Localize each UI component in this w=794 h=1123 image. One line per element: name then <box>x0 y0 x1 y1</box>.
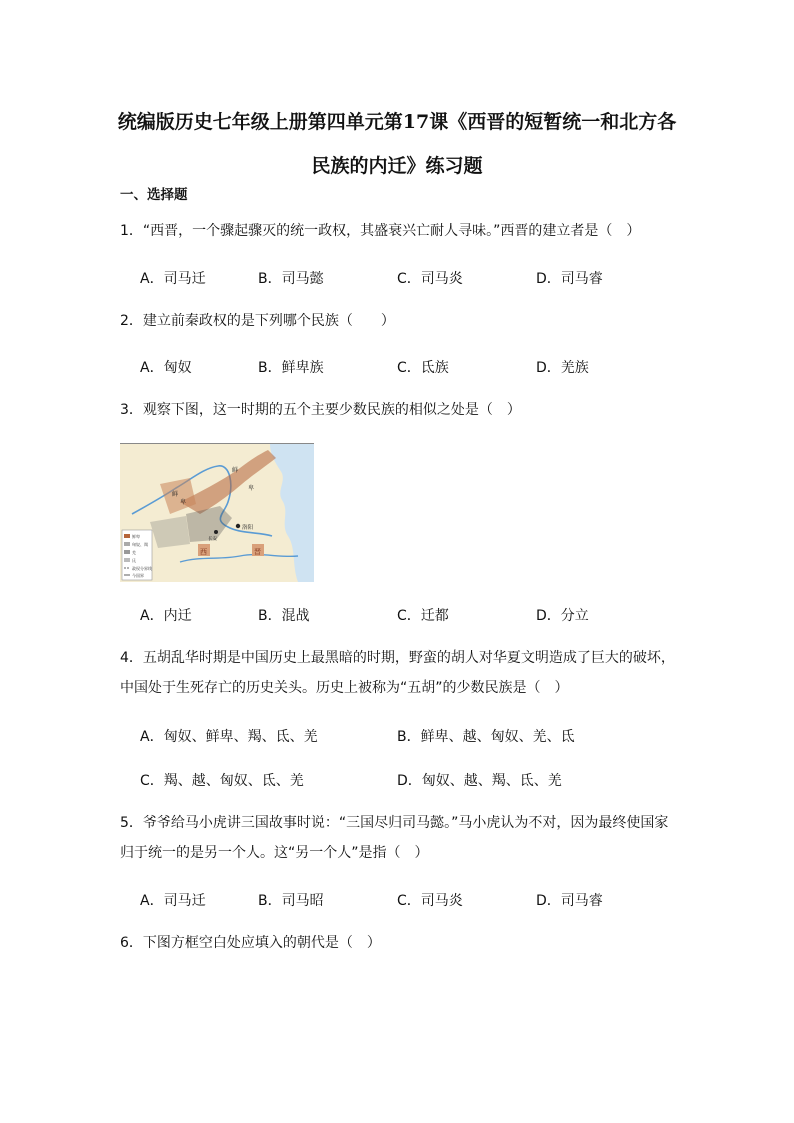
map-label-jin: 晋 <box>254 548 261 556</box>
q2-option-b[interactable]: B．鲜卑族 <box>258 360 324 376</box>
q3-option-d[interactable]: D．分立 <box>536 608 589 624</box>
question-5-options <box>140 890 680 910</box>
question-2: 2．建立前秦政权的是下列哪个民族（ ） <box>120 313 395 329</box>
map-label-xi: 西 <box>200 548 207 556</box>
question-3: 3．观察下图，这一时期的五个主要少数民族的相似之处是（ ） <box>120 402 521 418</box>
worksheet-title <box>110 100 684 188</box>
q2-option-c[interactable]: C．氐族 <box>397 360 449 376</box>
title-line-2: 民族的内迁》练习题 <box>311 155 483 177</box>
q4-option-c[interactable]: C．羯、越、匈奴、氐、羌 <box>140 773 304 789</box>
map-label-luoyang: 洛阳 <box>242 525 254 531</box>
legend-label-xiongnu: 匈奴、羯 <box>132 542 148 547</box>
q5-option-b[interactable]: B．司马昭 <box>258 893 324 909</box>
question-4-options-row-1 <box>140 726 680 746</box>
q3-option-c[interactable]: C．迁都 <box>397 608 449 624</box>
question-3-options <box>140 605 680 625</box>
q5-option-d[interactable]: D．司马睿 <box>536 893 603 909</box>
legend-label-boundary: 政权分界线 <box>132 566 152 571</box>
q4-option-a[interactable]: A．匈奴、鲜卑、羯、氐、羌 <box>140 729 318 745</box>
map-label-bei-left: 卑 <box>180 499 187 506</box>
changan-marker <box>214 530 218 534</box>
section-heading: 一、选择题 <box>120 187 188 203</box>
migration-map <box>120 443 314 582</box>
map-label-xian-left: 鲜 <box>172 491 179 498</box>
map-label-changan: 长安 <box>208 537 217 542</box>
q5-option-a[interactable]: A．司马迁 <box>140 893 206 909</box>
q4-option-d[interactable]: D．匈奴、越、羯、氐、羌 <box>397 773 562 789</box>
luoyang-marker <box>236 524 240 528</box>
question-1-options <box>140 268 680 288</box>
question-1: 1．“西晋，一个骤起骤灭的统一政权，其盛衰兴亡耐人寻味。”西晋的建立者是（ ） <box>120 223 641 239</box>
legend-swatch-xiongnu <box>124 542 130 546</box>
title-line-1: 统编版历史七年级上册第四单元第17课《西晋的短暂统一和北方各 <box>117 111 677 133</box>
question-5: 5．爷爷给马小虎讲三国故事时说：“三国尽归司马懿。”马小虎认为不对，因为最终使国家归于统一的是另一个人。这“另一个人”是指（ ） <box>120 815 669 861</box>
legend-label-border: 今国界 <box>132 573 144 578</box>
question-6: 6．下图方框空白处应填入的朝代是（ ） <box>120 935 381 951</box>
legend-label-qiang: 羌 <box>132 550 136 555</box>
q1-option-d[interactable]: D．司马睿 <box>536 271 603 287</box>
question-2-options <box>140 357 680 377</box>
q3-option-b[interactable]: B．混战 <box>258 608 310 624</box>
question-4: 4．五胡乱华时期是中国历史上最黑暗的时期，野蛮的胡人对华夏文明造成了巨大的破坏，中国处于生死存亡的历史关头。历史上被称为“五胡”的少数民族是（ ） <box>120 650 675 696</box>
map-figure <box>120 444 314 582</box>
q1-option-b[interactable]: B．司马懿 <box>258 271 324 287</box>
map-label-xianbei-1: 鲜 <box>232 467 239 474</box>
q2-option-a[interactable]: A．匈奴 <box>140 360 192 376</box>
q4-option-b[interactable]: B．鲜卑、越、匈奴、羌、氐 <box>397 729 575 745</box>
q1-option-c[interactable]: C．司马炎 <box>397 271 463 287</box>
map-label-xianbei-2: 卑 <box>248 485 255 492</box>
q2-option-d[interactable]: D．羌族 <box>536 360 589 376</box>
q5-option-c[interactable]: C．司马炎 <box>397 893 463 909</box>
question-4-options-row-2 <box>140 770 680 790</box>
legend-swatch-xianbei <box>124 534 130 538</box>
legend-label-xianbei: 鲜卑 <box>132 534 140 539</box>
legend-swatch-di <box>124 558 130 562</box>
q1-option-a[interactable]: A．司马迁 <box>140 271 206 287</box>
legend-label-di: 氐 <box>132 558 136 563</box>
legend-swatch-qiang <box>124 550 130 554</box>
q3-option-a[interactable]: A．内迁 <box>140 608 192 624</box>
